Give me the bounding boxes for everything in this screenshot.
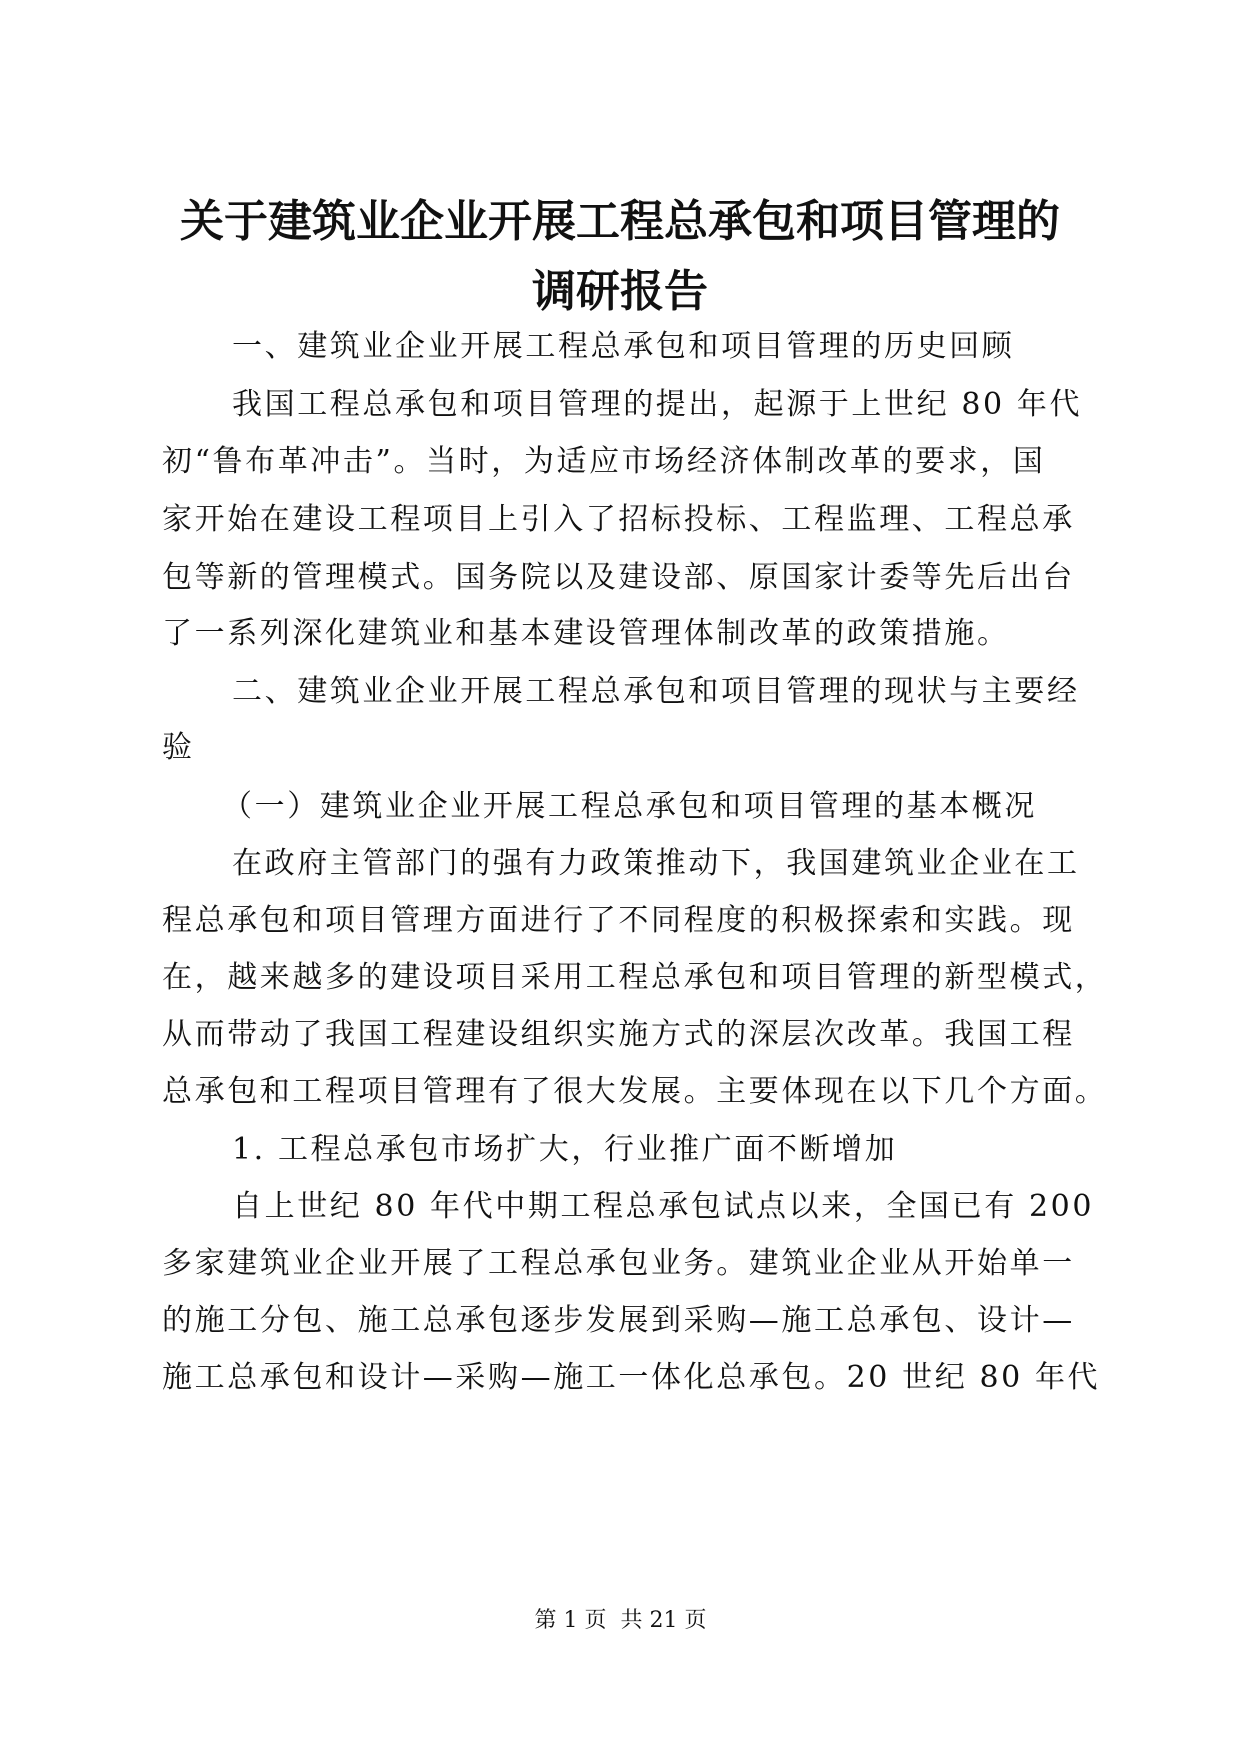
- document-title-line-1: 关于建筑业企业开展工程总承包和项目管理的: [180, 196, 1060, 247]
- page-number-footer: 第 1 页 共 21 页: [534, 1608, 707, 1633]
- body-line: 施工总承包和设计—采购—施工一体化总承包。20 世纪 80 年代: [162, 1360, 1101, 1395]
- body-line: 多家建筑业企业开展了工程总承包业务。建筑业企业从开始单一: [162, 1246, 1075, 1281]
- body-line: 在政府主管部门的强有力政策推动下，我国建筑业企业在工: [232, 846, 1080, 881]
- body-line: 程总承包和项目管理方面进行了不同程度的积极探索和实践。现: [162, 903, 1075, 938]
- body-line: 我国工程总承包和项目管理的提出，起源于上世纪 80 年代: [232, 387, 1083, 422]
- document-title-line-2: 调研报告: [532, 266, 708, 317]
- section-heading-1: 一、建筑业企业开展工程总承包和项目管理的历史回顾: [232, 329, 1015, 364]
- section-heading-2: 二、建筑业企业开展工程总承包和项目管理的现状与主要经: [232, 674, 1080, 709]
- body-line: 自上世纪 80 年代中期工程总承包试点以来，全国已有 200: [232, 1189, 1095, 1224]
- body-line: 了一系列深化建筑业和基本建设管理体制改革的政策措施。: [162, 616, 1010, 651]
- body-line: 的施工分包、施工总承包逐步发展到采购—施工总承包、设计—: [162, 1303, 1075, 1338]
- body-line: 总承包和工程项目管理有了很大发展。主要体现在以下几个方面。: [162, 1074, 1108, 1109]
- subsection-heading-1: （一）建筑业企业开展工程总承包和项目管理的基本概况: [222, 789, 1037, 824]
- body-line: 家开始在建设工程项目上引入了招标投标、工程监理、工程总承: [162, 502, 1075, 537]
- body-line: 初“鲁布革冲击”。当时，为适应市场经济体制改革的要求，国: [162, 444, 1046, 479]
- body-line: 包等新的管理模式。国务院以及建设部、原国家计委等先后出台: [162, 560, 1075, 595]
- item-heading-1: 1. 工程总承包市场扩大，行业推广面不断增加: [232, 1132, 898, 1167]
- section-heading-2-cont: 验: [162, 730, 195, 765]
- body-line: 在，越来越多的建设项目采用工程总承包和项目管理的新型模式，: [162, 960, 1108, 995]
- body-line: 从而带动了我国工程建设组织实施方式的深层次改革。我国工程: [162, 1017, 1075, 1052]
